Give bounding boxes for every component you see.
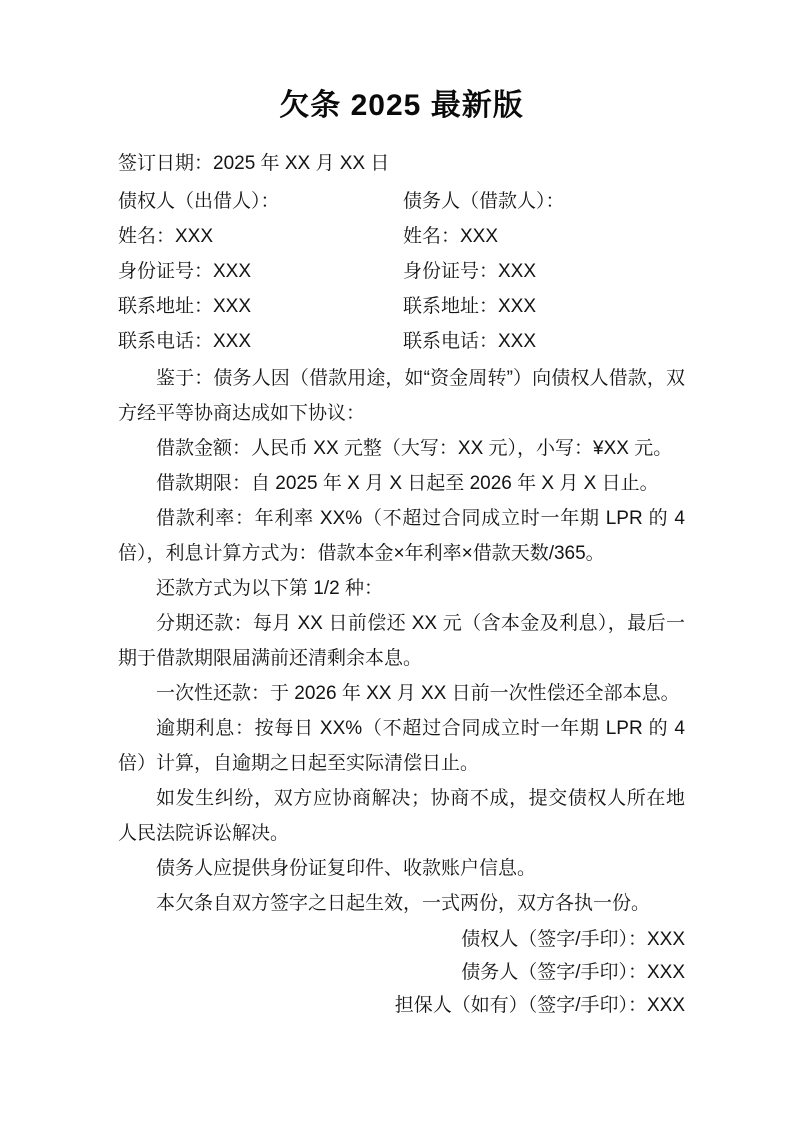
agreement-body — [118, 361, 685, 921]
debtor-name: 姓名：XXX — [403, 226, 499, 247]
clause-dispute-resolution: 如发生纠纷，双方应协商解决；协商不成，提交债权人所在地人民法院诉讼解决。 — [118, 788, 685, 844]
creditor-id-number: 身份证号：XXX — [118, 261, 252, 282]
clause-repayment-method: 还款方式为以下第 1/2 种： — [156, 578, 383, 599]
creditor-signature-line: 债权人（签字/手印）：XXX — [461, 929, 685, 950]
clause-interest-rate: 借款利率：年利率 XX%（不超过合同成立时一年期 LPR 的 4 倍），利息计算方式为：借款本金×年利率×借款天数/365。 — [118, 508, 685, 564]
debtor-column — [403, 184, 685, 359]
debtor-phone: 联系电话：XXX — [403, 331, 537, 352]
creditor-address: 联系地址：XXX — [118, 296, 252, 317]
creditor-phone: 联系电话：XXX — [118, 331, 252, 352]
parties-info-block — [118, 184, 685, 359]
clause-debtor-documents: 债务人应提供身份证复印件、收款账户信息。 — [156, 858, 537, 879]
clause-lump-sum-repayment: 一次性还款：于 2026 年 XX 月 XX 日前一次性偿还全部本息。 — [156, 683, 680, 704]
clause-loan-amount: 借款金额：人民币 XX 元整（大写：XX 元），小写：¥XX 元。 — [156, 438, 673, 459]
guarantor-signature-line: 担保人（如有）（签字/手印）：XXX — [394, 995, 685, 1016]
debtor-signature-line: 债务人（签字/手印）：XXX — [461, 962, 685, 983]
creditor-column — [118, 184, 403, 359]
clause-effectiveness: 本欠条自双方签字之日起生效，一式两份，双方各执一份。 — [156, 893, 651, 914]
clause-installment-repayment: 分期还款：每月 XX 日前偿还 XX 元（含本金及利息），最后一期于借款期限届满前还清剩余本息。 — [118, 613, 685, 669]
debtor-heading: 债务人（借款人）： — [403, 191, 565, 212]
document-title: 欠条 2025 最新版 — [279, 89, 524, 122]
sign-date-line: 签订日期：2025 年 XX 月 XX 日 — [118, 153, 390, 174]
clause-loan-term: 借款期限：自 2025 年 X 月 X 日起至 2026 年 X 月 X 日止。 — [156, 473, 659, 494]
creditor-name: 姓名：XXX — [118, 226, 214, 247]
clause-overdue-interest: 逾期利息：按每日 XX%（不超过合同成立时一年期 LPR 的 4 倍）计算，自逾期之日起至实际清偿日止。 — [118, 718, 685, 774]
clause-preamble: 鉴于：债务人因（借款用途，如“资金周转”）向债权人借款，双方经平等协商达成如下协议： — [118, 368, 685, 424]
creditor-heading: 债权人（出借人）： — [118, 191, 280, 212]
signature-block — [118, 923, 685, 1022]
debtor-id-number: 身份证号：XXX — [403, 261, 537, 282]
debtor-address: 联系地址：XXX — [403, 296, 537, 317]
